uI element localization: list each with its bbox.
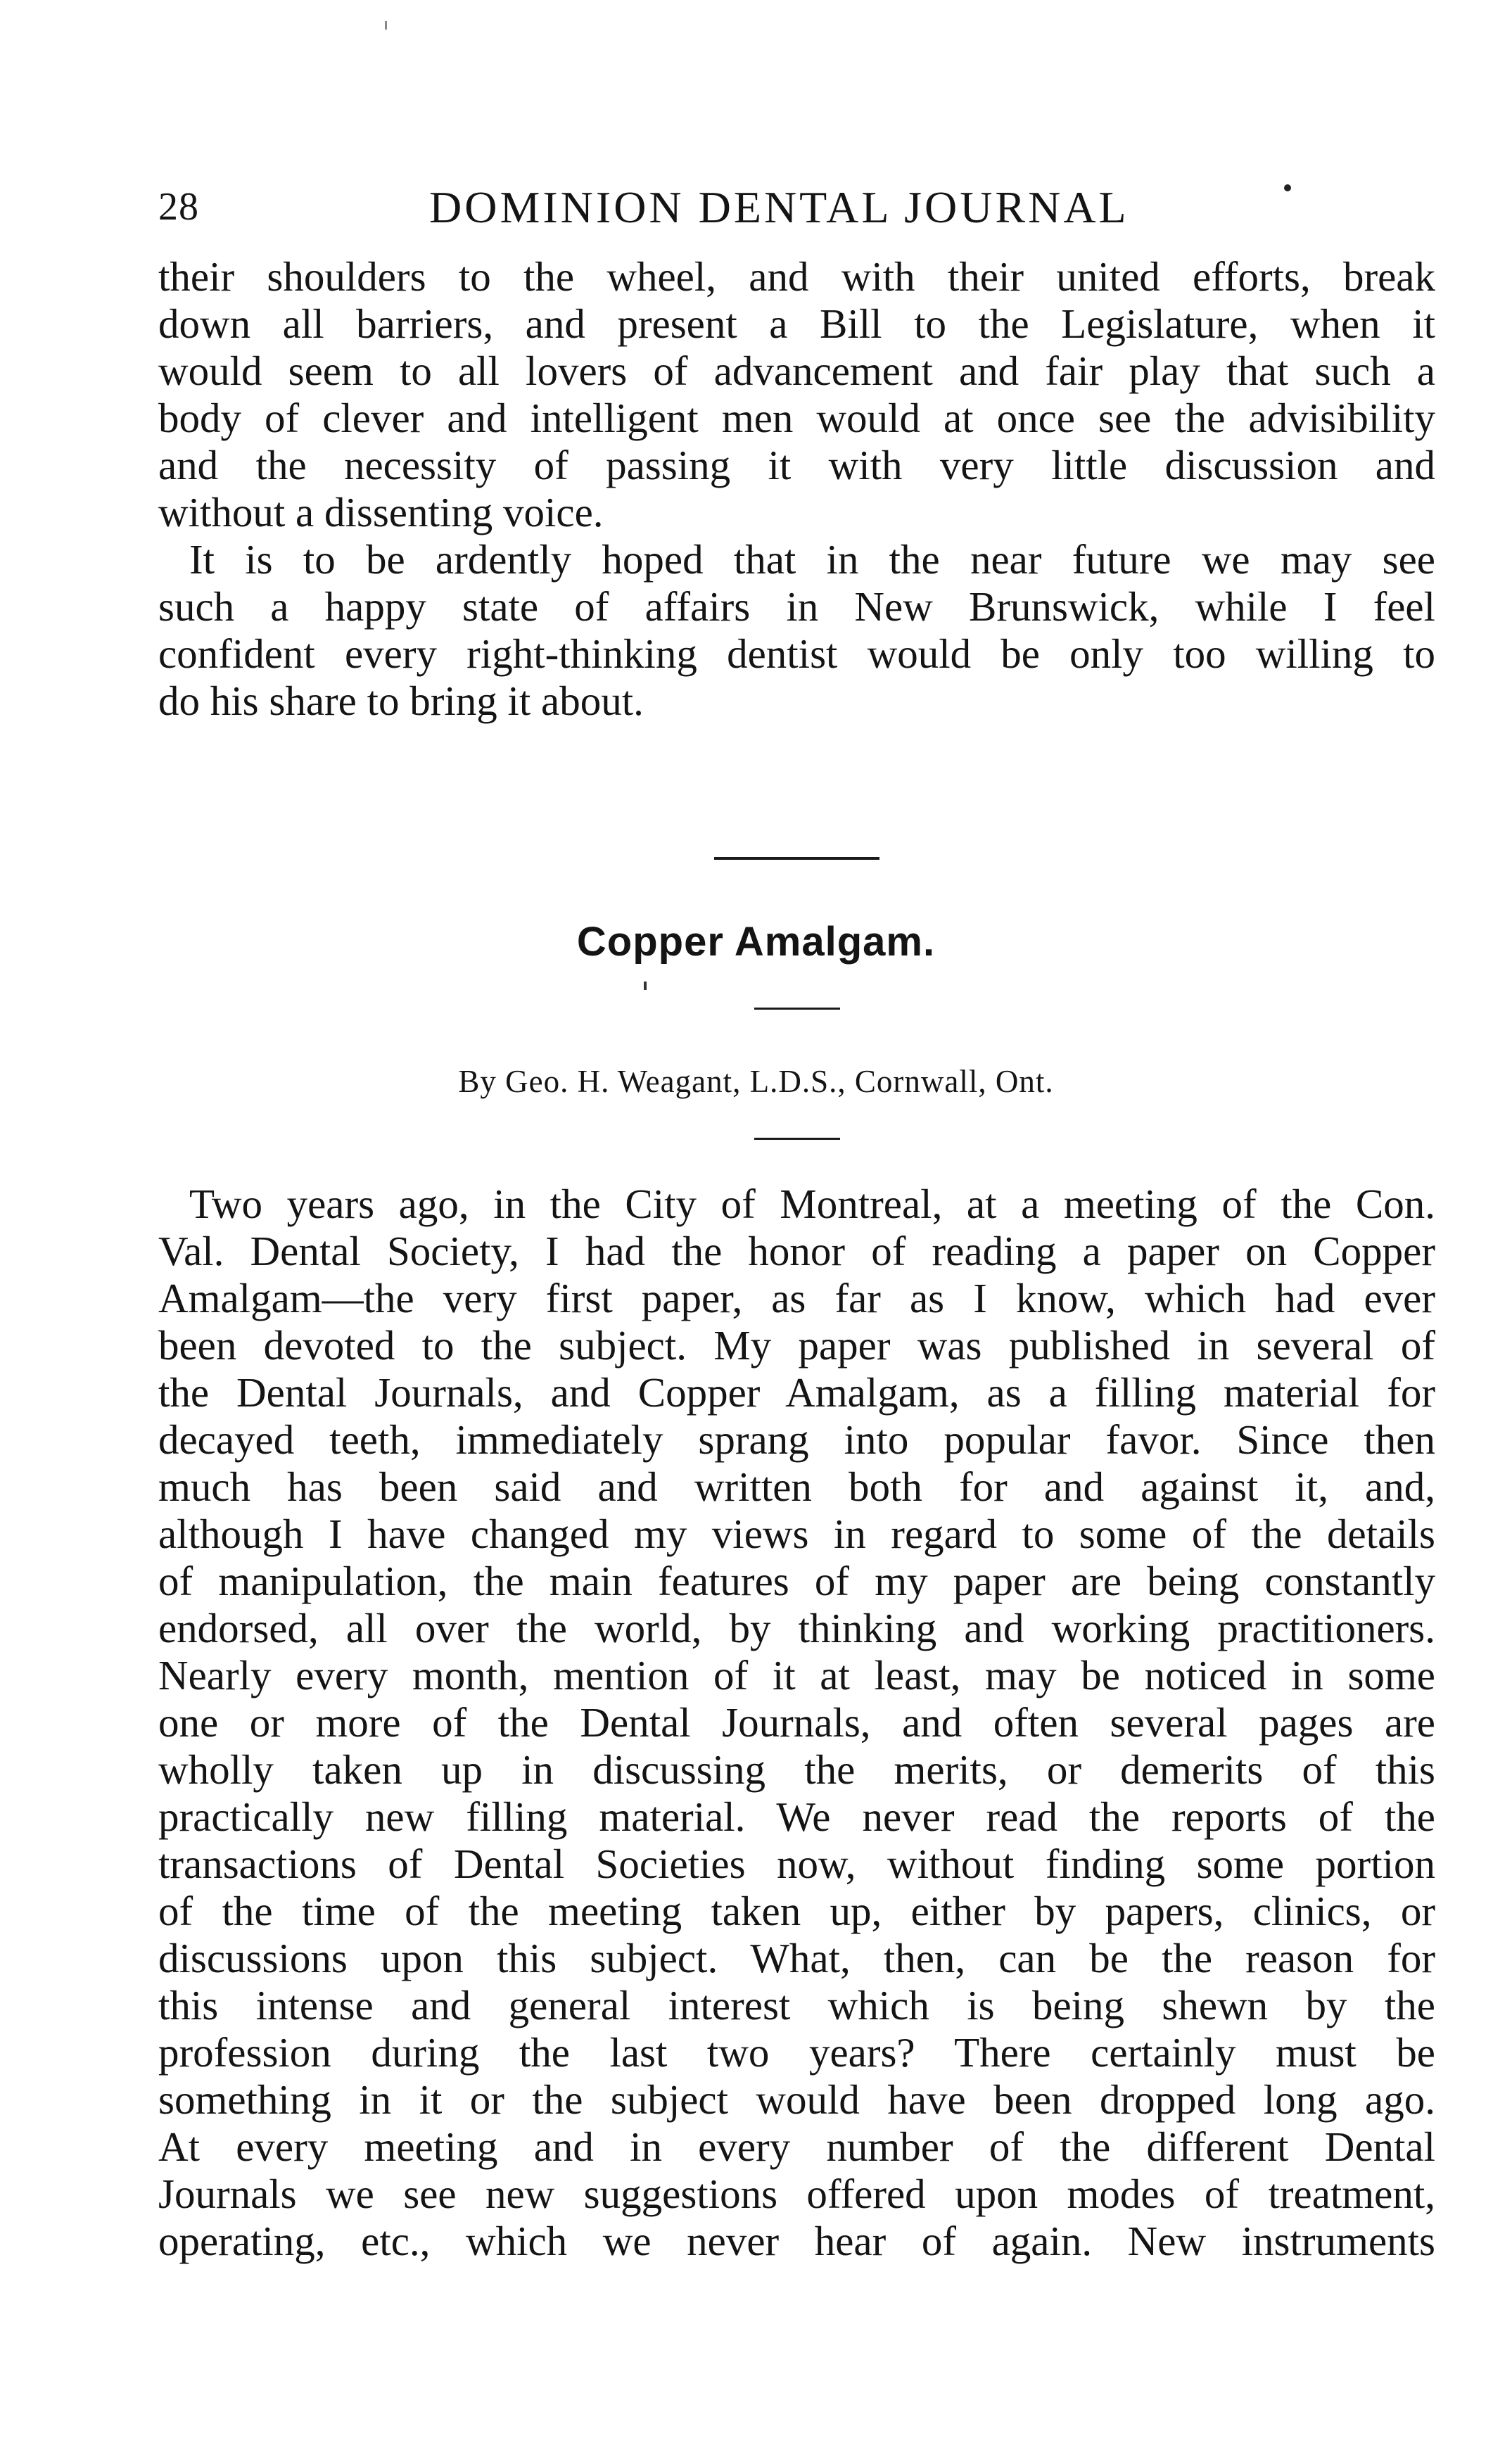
text-line: transactions of Dental Societies now, without finding some portion: [158, 1841, 1435, 1887]
page-number: 28: [158, 185, 199, 229]
section-divider: [714, 857, 879, 860]
byline: By Geo. H. Weagant, L.D.S., Cornwall, Ont.: [458, 1064, 1054, 1099]
text-line: Val. Dental Society, I had the honor of reading a paper on Copper: [158, 1228, 1435, 1274]
text-line: of the time of the meeting taken up, either by papers, clinics, or: [158, 1888, 1435, 1934]
text-line: the Dental Journals, and Copper Amalgam, as a filling material for: [158, 1369, 1435, 1416]
title-mark: [644, 982, 647, 990]
text-line: endorsed, all over the world, by thinking and working practitioners.: [158, 1605, 1435, 1651]
text-line: without a dissenting voice.: [158, 489, 604, 535]
text-line: Journals we see new suggestions offered upon modes of treatment,: [158, 2171, 1435, 2217]
text-line: been devoted to the subject. My paper was published in several of: [158, 1322, 1435, 1368]
text-line: such a happy state of affairs in New Brunswick, while I feel: [158, 583, 1435, 630]
text-line: profession during the last two years? There certainly must be: [158, 2029, 1435, 2076]
text-line: down all barriers, and present a Bill to the Legislature, when it: [158, 300, 1435, 347]
title-rule: [754, 1008, 840, 1010]
text-line: do his share to bring it about.: [158, 678, 644, 724]
text-line: practically new filling material. We never read the reports of the: [158, 1793, 1435, 1840]
text-line: although I have changed my views in regard to some of the details: [158, 1511, 1435, 1557]
text-line: wholly taken up in discussing the merits, or demerits of this: [158, 1746, 1435, 1793]
text-line: operating, etc., which we never hear of again. New instruments: [158, 2218, 1435, 2264]
text-line: At every meeting and in every number of the different Dental: [158, 2123, 1435, 2170]
continued-paragraph-2: [158, 536, 1435, 725]
text-line: would seem to all lovers of advancement and fair play that such a: [158, 348, 1435, 394]
scan-mark: [385, 21, 387, 30]
corner-dot: [1284, 184, 1291, 191]
text-line: Amalgam—the very first paper, as far as I know, which had ever: [158, 1275, 1435, 1321]
text-line: much has been said and written both for and against it, and,: [158, 1463, 1435, 1510]
text-line: body of clever and intelligent men would at once see the advisibility: [158, 395, 1435, 441]
text-line: discussions upon this subject. What, then, can be the reason for: [158, 1935, 1435, 1981]
text-line: confident every right-thinking dentist would be only too willing to: [158, 630, 1435, 677]
text-line: one or more of the Dental Journals, and often several pages are: [158, 1699, 1435, 1746]
text-line: something in it or the subject would have been dropped long ago.: [158, 2076, 1435, 2123]
continued-paragraph-1: [158, 253, 1435, 536]
text-line: their shoulders to the wheel, and with their united efforts, break: [158, 253, 1435, 300]
text-line: Two years ago, in the City of Montreal, at a meeting of the Con.: [189, 1181, 1435, 1227]
article-title: Copper Amalgam.: [576, 919, 936, 965]
text-line: Nearly every month, mention of it at least, may be noticed in some: [158, 1652, 1435, 1698]
text-line: and the necessity of passing it with very little discussion and: [158, 442, 1435, 488]
text-line: this intense and general interest which is being shewn by the: [158, 1982, 1435, 2028]
article-body: [158, 1181, 1435, 2265]
running-head: [158, 184, 1435, 241]
byline-rule: [754, 1138, 840, 1140]
text-line: of manipulation, the main features of my paper are being constantly: [158, 1558, 1435, 1604]
text-line: decayed teeth, immediately sprang into popular favor. Since then: [158, 1416, 1435, 1463]
text-line: It is to be ardently hoped that in the near future we may see: [189, 536, 1435, 583]
journal-title: DOMINION DENTAL JOURNAL: [429, 182, 1129, 232]
